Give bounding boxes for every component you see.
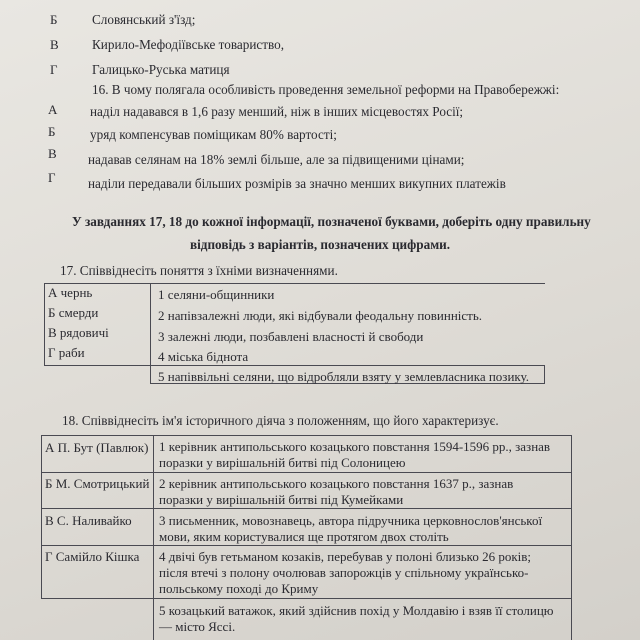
table-divider — [150, 283, 151, 384]
q16-option-letter: Г — [48, 170, 56, 185]
q16-option-text: наділи передавали більших розмірів за значно менших викупних платежів — [88, 176, 506, 191]
table-border — [44, 365, 545, 366]
q17-table — [44, 283, 545, 384]
table-border — [41, 435, 42, 599]
q18-person: Г Самійло Кішка — [45, 549, 140, 564]
instruction-line-2: відповідь з варіантів, позначених цифрами. — [190, 237, 451, 252]
q17-definition: 4 міська біднота — [158, 349, 249, 364]
q18-description-line: поразки у вирішальній битві під Солоницею — [159, 455, 406, 470]
q17-term: В рядовичі — [48, 325, 109, 340]
q16-option-letter: Б — [48, 124, 56, 139]
table-divider — [153, 435, 154, 640]
q17-term: Г раби — [48, 345, 85, 360]
q15-option-letter: Г — [50, 62, 58, 77]
q18-description-line: 1 керівник антипольського козацького повстання 1594-1596 рр., зазнав — [159, 439, 551, 454]
q18-table — [41, 435, 572, 640]
q17-definition: 5 напіввільні селяни, що відробляли взяту у землевласника позику. — [158, 369, 529, 384]
table-row-divider — [41, 545, 572, 546]
q17-definition: 1 селяни-общинники — [158, 287, 275, 302]
instruction-line-1: У завданнях 17, 18 до кожної інформації, позначеної буквами, доберіть одну правильну — [72, 214, 591, 229]
table-border — [41, 435, 572, 436]
q18-description-line: польському поході до Криму — [159, 581, 319, 596]
q15-option-text: Кирило-Мефодіївське товариство, — [92, 37, 285, 52]
q18-description-line: 5 козацький ватажок, який здійснив похід у Молдавію і взяв її столицю — [159, 603, 554, 618]
q18-description-line: 4 двічі був гетьманом козаків, перебував у полоні близько 26 років; — [159, 549, 531, 564]
q16-option-text: наділ надавався в 1,6 разу менший, ніж в інших місцевостях Росії; — [90, 104, 464, 119]
q15-option-letter: В — [50, 37, 59, 52]
q16-question: 16. В чому полягала особливість проведення земельної реформи на Правобережжі: — [92, 82, 560, 97]
table-row-divider — [41, 472, 572, 473]
q16-option-text: уряд компенсував поміщикам 80% вартості; — [90, 127, 337, 142]
q16-option-letter: А — [48, 102, 58, 117]
q17-definition: 3 залежні люди, позбавлені власності й свободи — [158, 329, 424, 344]
table-border — [544, 365, 545, 384]
q15-option-text: Галицько-Руська матиця — [92, 62, 230, 77]
table-row-divider — [41, 598, 572, 599]
q16-option-letter: В — [48, 146, 57, 161]
q16-option-text: надавав селянам на 18% землі більше, але за підвищеними цінами; — [88, 152, 465, 167]
q18-description-line: 3 письменник, мовознавець, автора підручника церковнослов'янської — [159, 513, 543, 528]
table-row-divider — [41, 508, 572, 509]
table-border — [44, 283, 545, 284]
q15-option-text: Словянський з'їзд; — [92, 12, 196, 27]
q18-description-line: мови, яким користувалися ще протягом двох століть — [159, 529, 449, 544]
q18-description-line: 2 керівник антипольського козацького повстання 1637 р., зазнав — [159, 476, 514, 491]
q18-description-line: — місто Яссі. — [159, 619, 236, 634]
q18-description-line: після втечі з полону очолював запорожців у спільному українсько- — [159, 565, 529, 580]
q17-term: Б смерди — [48, 305, 99, 320]
q17-term: А чернь — [48, 285, 93, 300]
q17-title: 17. Співвіднесіть поняття з їхніми визначеннями. — [60, 263, 338, 278]
table-border — [44, 283, 45, 365]
q15-option-letter: Б — [50, 12, 58, 27]
q18-person: В С. Наливайко — [45, 513, 132, 528]
q18-person: Б М. Смотрицький — [45, 476, 150, 491]
q18-description-line: поразки у вирішальній битві під Кумейками — [159, 492, 404, 507]
q18-person: А П. Бут (Павлюк) — [45, 440, 149, 455]
q18-title: 18. Співвіднесіть ім'я історичного діяча з положенням, що його характеризує. — [62, 413, 499, 428]
q17-definition: 2 напівзалежні люди, які відбували феодальну повинність. — [158, 308, 483, 323]
table-border — [571, 435, 572, 640]
